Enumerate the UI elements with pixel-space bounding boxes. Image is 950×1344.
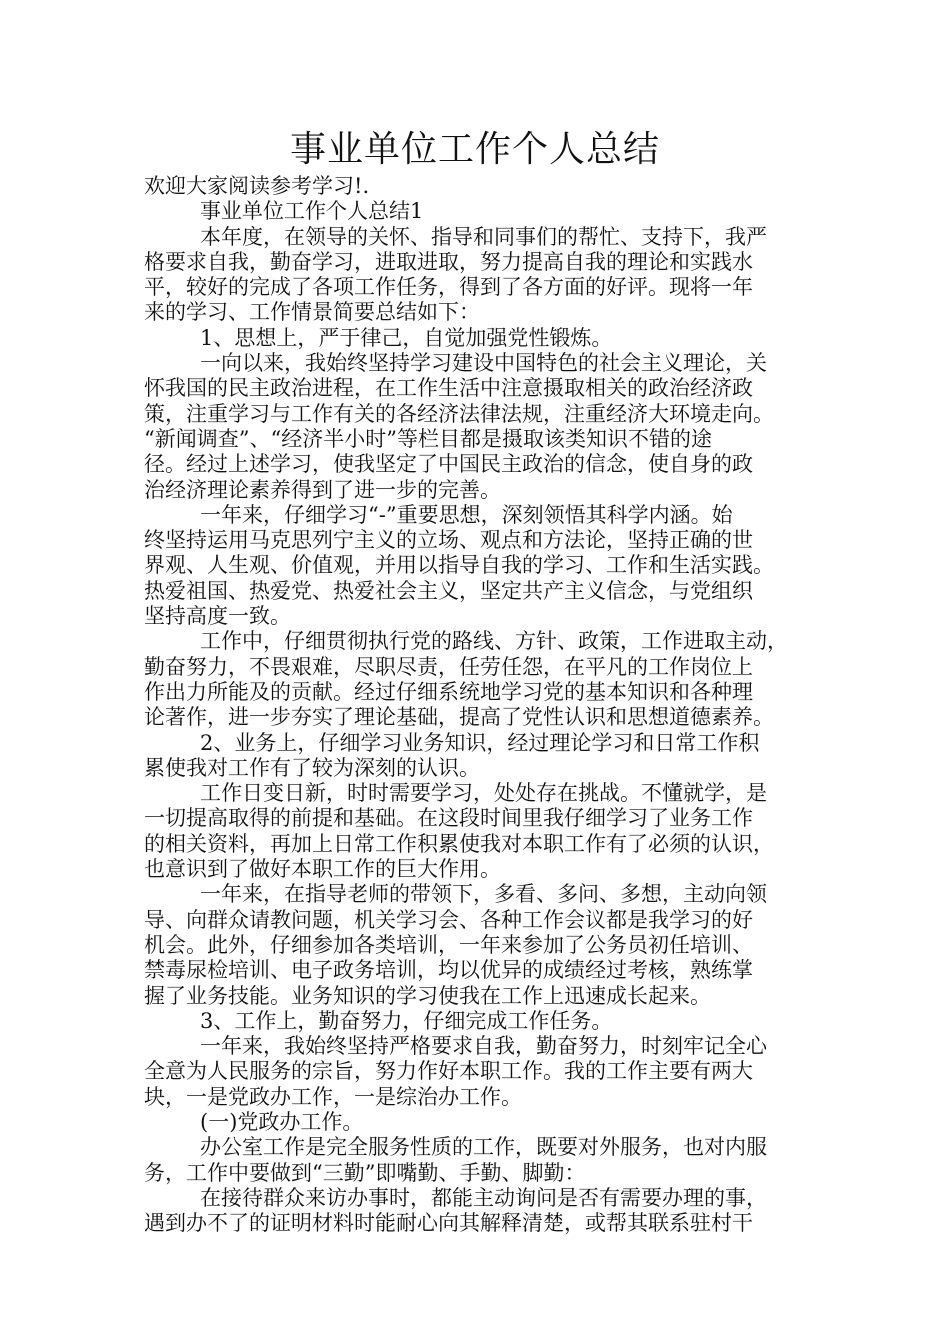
text-line: 欢迎大家阅读参考学习!. [144,174,370,198]
text-line: 办公室工作是完全服务性质的工作，既要对外服务，也对内服 [200,1135,767,1160]
text-line: 论著作，进一步夯实了理论基础，提高了党性认识和思想道德素养。 [144,705,774,730]
text-line: 累使我对工作有了较为深刻的认识。 [144,755,480,780]
text-line: 机会。此外，仔细参加各类培训，一年来参加了公务员初任培训、 [144,932,753,957]
text-line: 坚持高度一致。 [144,604,291,629]
text-line: 界观、人生观、价值观，并用以指导自我的学习、工作和生活实践。 [144,553,774,578]
text-line: 全意为人民服务的宗旨，努力作好本职工作。我的工作主要有两大 [144,1059,753,1084]
text-line: 来的学习、工作情景简要总结如下： [144,300,480,325]
text-line: 本年度，在领导的关怀、指导和同事们的帮忙、支持下，我严 [200,224,767,249]
document-title: 事业单位工作个人总结 [289,129,660,170]
text-line: 一向以来，我始终坚持学习建设中国特色的社会主义理论，关 [200,351,767,376]
text-line: 2、业务上，仔细学习业务知识，经过理论学习和日常工作积 [200,730,760,755]
text-line: 的相关资料，再加上日常工作积累使我对本职工作有了必须的认识， [144,831,774,856]
text-line: 禁毒尿检培训、电子政务培训，均以优异的成绩经过考核，熟练掌 [144,958,753,983]
text-line: 握了业务技能。业务知识的学习使我在工作上迅速成长起来。 [144,983,711,1008]
text-line: 1、思想上，严于律己，自觉加强党性锻炼。 [200,325,613,350]
text-line: 终坚持运用马克思列宁主义的立场、观点和方法论，坚持正确的世 [144,528,753,553]
text-line: 平，较好的完成了各项工作任务，得到了各方面的好评。现将一年 [144,275,753,300]
text-line: 工作中，仔细贯彻执行党的路线、方针、政策，工作进取主动， [200,629,788,654]
text-line: “新闻调查”、“经济半小时”等栏目都是摄取该类知识不错的途 [144,426,712,451]
text-line: 也意识到了做好本职工作的巨大作用。 [144,857,501,882]
text-line: 作出力所能及的贡献。经过仔细系统地学习党的基本知识和各种理 [144,679,753,704]
text-line: 勤奋努力，不畏艰难，尽职尽责，任劳任怨，在平凡的工作岗位上 [144,654,753,679]
text-line: 格要求自我，勤奋学习，进取进取，努力提高自我的理论和实践水 [144,249,753,274]
text-line: 块，一是党政办工作，一是综治办工作。 [144,1084,522,1109]
text-line: 事业单位工作个人总结1 [200,199,424,224]
text-line: 策，注重学习与工作有关的各经济法律法规，注重经济大环境走向。 [144,401,774,426]
text-line: 一年来，我始终坚持严格要求自我，勤奋努力，时刻牢记全心 [200,1034,767,1059]
text-line: 一切提高取得的前提和基础。在这段时间里我仔细学习了业务工作 [144,806,753,831]
text-line: 导、向群众请教问题，机关学习会、各种工作会议都是我学习的好 [144,907,753,932]
text-line: (一)党政办工作。 [200,1109,364,1134]
text-line: 一年来，仔细学习“-”重要思想，深刻领悟其科学内涵。始 [200,502,733,527]
text-line: 热爱祖国、热爱党、热爱社会主义，坚定共产主义信念，与党组织 [144,578,753,603]
text-line: 治经济理论素养得到了进一步的完善。 [144,477,501,502]
text-line: 怀我国的民主政治进程，在工作生活中注意摄取相关的政治经济政 [144,376,753,401]
text-line: 一年来，在指导老师的带领下，多看、多问、多想，主动向领 [200,882,767,907]
text-line: 务，工作中要做到“三勤”即嘴勤、手勤、脚勤： [144,1160,586,1185]
text-line: 在接待群众来访办事时，都能主动询问是否有需要办理的事， [200,1185,767,1210]
document-body [144,174,816,1236]
text-line: 遇到办不了的证明材料时能耐心向其解释清楚，或帮其联系驻村干 [144,1211,753,1236]
text-line: 径。经过上述学习，使我坚定了中国民主政治的信念，使自身的政 [144,452,753,477]
text-line: 工作日变日新，时时需要学习，处处存在挑战。不懂就学，是 [200,781,767,806]
text-line: 3、工作上，勤奋努力，仔细完成工作任务。 [200,1008,613,1033]
